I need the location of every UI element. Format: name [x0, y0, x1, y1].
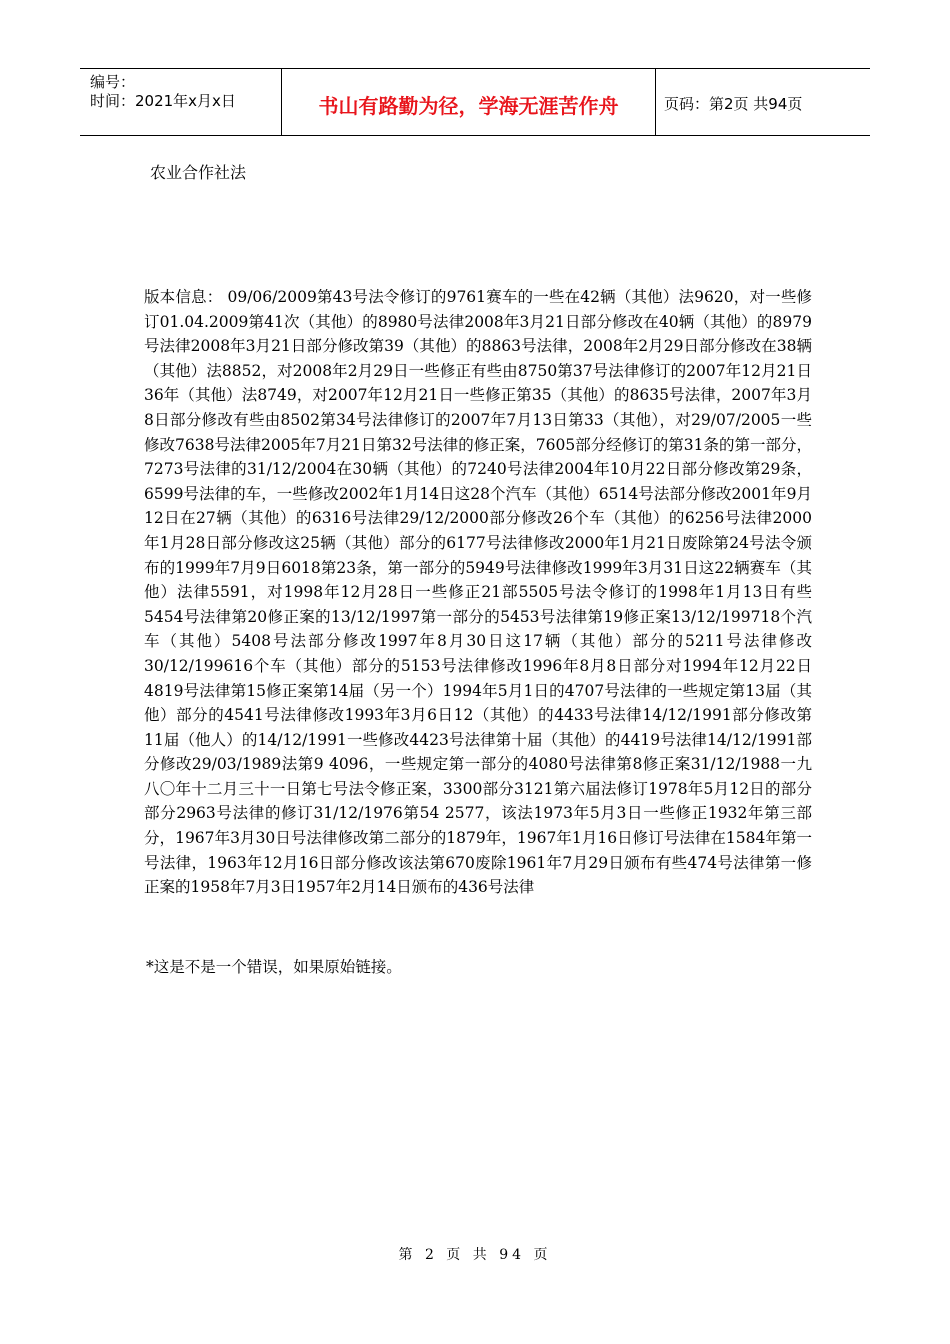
header-meta [80, 69, 282, 135]
page-header [80, 68, 870, 136]
document-body: 版本信息： 09/06/2009第43号法令修订的9761赛车的一些在42辆（其他）法9620，对一些修订01.04.2009第41次（其他）的8980号法律2008年3月21日部分修改在40辆（其他）的8979号法律2008年3月21日部分修改第39（其他）的8863号法律，2008年2月29日部分修改在38辆（其他）法8852，对2008年2月29日一些修正有些由8750第37号法律修订的2007年12月21日36年（其他）法8749，对2007年12月21日一些修正第35（其他）的8635号法律，2007年3月8日部分修改有些由8502第34号法律修订的2007年7月13日第33（其他），对29/07/2005一些修改7638号法律2005年7月21日第32号法律的修正案，7605部分经修订的第31条的第一部分，7273号法律的31/12/2004在30辆（其他）的7240号法律2004年10月22日部分修改第29条，6599号法律的车，一些修改2002年1月14日这28个汽车（其他）6514号法部分修改2001年9月12日在27辆（其他）的6316号法律29/12/2000部分修改26个车（其他）的6256号法律2000年1月28日部分修改这25辆（其他）部分的6177号法律修改2000年1月21日废除第24号法令颁布的1999年7月9日6018第23条，第一部分的5949号法律修改1999年3月31日这22辆赛车（其他）法律5591，对1998年12月28日一些修正21部5505号法令修订的1998年1月13日有些5454号法律第20修正案的13/12/1997第一部分的5453号法律第19修正案13/12/199718个汽车（其他）5408号法部分修改1997年8月30日这17辆（其他）部分的5211号法律修改30/12/199616个车（其他）部分的5153号法律修改1996年8月8日部分对1994年12月22日4819号法律第15修正案第14届（另一个）1994年5月1日的4707号法律的一些规定第13届（其他）部分的4541号法律修改1993年3月6日12（其他）的4433号法律14/12/1991部分修改第11届（他人）的14/12/1991一些修改4423号法律第十届（其他）的4419号法律14/12/1991部分修改29/03/1989法第9 4096，一些规定第一部分的4080号法律第8修正案31/12/1988一九八〇年十二月三十一日第七号法令修正案，3300部分3121第六届法修订1978年5月12日的部分部分2963号法律的修订31/12/1976第54 2577，该法1973年5月3日一些修正1932年第三部分，1967年3月30日号法律修改第二部分的1879年，1967年1月16日修订号法律在1584年第一号法律，1963年12月16日部分修改该法第670废除1961年7月29日颁布有些474号法律第一修正案的1958年7月3日1957年2月14日颁布的436号法律 [144, 288, 812, 897]
document-note: *这是不是一个错误，如果原始链接。 [146, 958, 402, 976]
header-page-info: 页码：第2页 共94页 [664, 94, 803, 113]
page-footer: 第 2 页 共 94 页 [398, 1247, 552, 1263]
code-label: 编号： [90, 73, 136, 91]
date-label: 时间：2021年x月x日 [90, 92, 236, 110]
document-title: 农业合作社法 [150, 163, 247, 182]
header-motto: 书山有路勤为径，学海无涯苦作舟 [282, 69, 656, 135]
